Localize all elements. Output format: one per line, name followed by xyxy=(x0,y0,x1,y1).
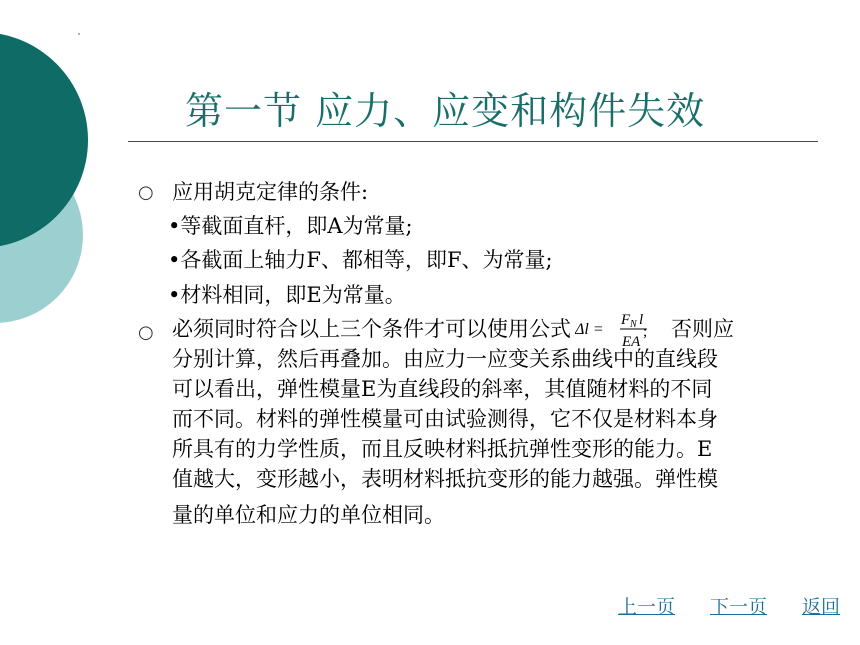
paragraph-text: 否则应 xyxy=(671,317,734,341)
hooke-formula xyxy=(575,312,671,350)
paragraph-line: 量的单位和应力的单位相同。 xyxy=(172,503,445,527)
paragraph-line: 所具有的力学性质，而且反映材料抵抗弹性变形的能力。E xyxy=(172,437,713,461)
formula-numerator-tail: l xyxy=(639,312,644,328)
paragraph xyxy=(172,314,802,530)
page-title: 第一节 应力、应变和构件失效 xyxy=(185,89,706,133)
bullet-circle-icon: ○ xyxy=(138,182,154,203)
next-page-link[interactable]: 下一页 xyxy=(710,596,768,618)
list-item: •各截面上轴力F、都相等，即F、为常量; xyxy=(168,248,553,272)
formula-trail: ; xyxy=(643,324,648,340)
paragraph-text: 必须同时符合以上三个条件才可以使用公式 xyxy=(172,317,571,341)
paragraph-first-line xyxy=(172,312,802,350)
formula-lhs: Δl = xyxy=(575,321,604,338)
paragraph-line: 值越大，变形越小，表明材料抵抗变形的能力越强。弹性模 xyxy=(172,467,718,491)
bullet-circle-icon: ○ xyxy=(138,322,154,343)
paragraph-line: 可以看出，弹性模量E为直线段的斜率，其值随材料的不同 xyxy=(172,377,713,401)
dot-mark xyxy=(78,33,80,35)
prev-page-link[interactable]: 上一页 xyxy=(618,596,676,618)
title-divider xyxy=(128,141,818,142)
back-link[interactable]: 返回 xyxy=(802,596,841,618)
formula-denominator: EA xyxy=(622,334,641,350)
list-item: •等截面直杆，即A为常量; xyxy=(168,214,413,238)
decorative-circles xyxy=(0,0,120,360)
paragraph-line: 分别计算，然后再叠加。由应力一应变关系曲线中的直线段 xyxy=(172,347,718,371)
bullet-heading: 应用胡克定律的条件: xyxy=(172,180,369,204)
paragraph-line: 而不同。材料的弹性模量可由试验测得，它不仅是材料本身 xyxy=(172,407,718,431)
list-item: •材料相同，即E为常量。 xyxy=(168,283,406,307)
formula-numerator: F xyxy=(621,312,631,328)
formula-numerator-sub: N xyxy=(630,319,637,330)
